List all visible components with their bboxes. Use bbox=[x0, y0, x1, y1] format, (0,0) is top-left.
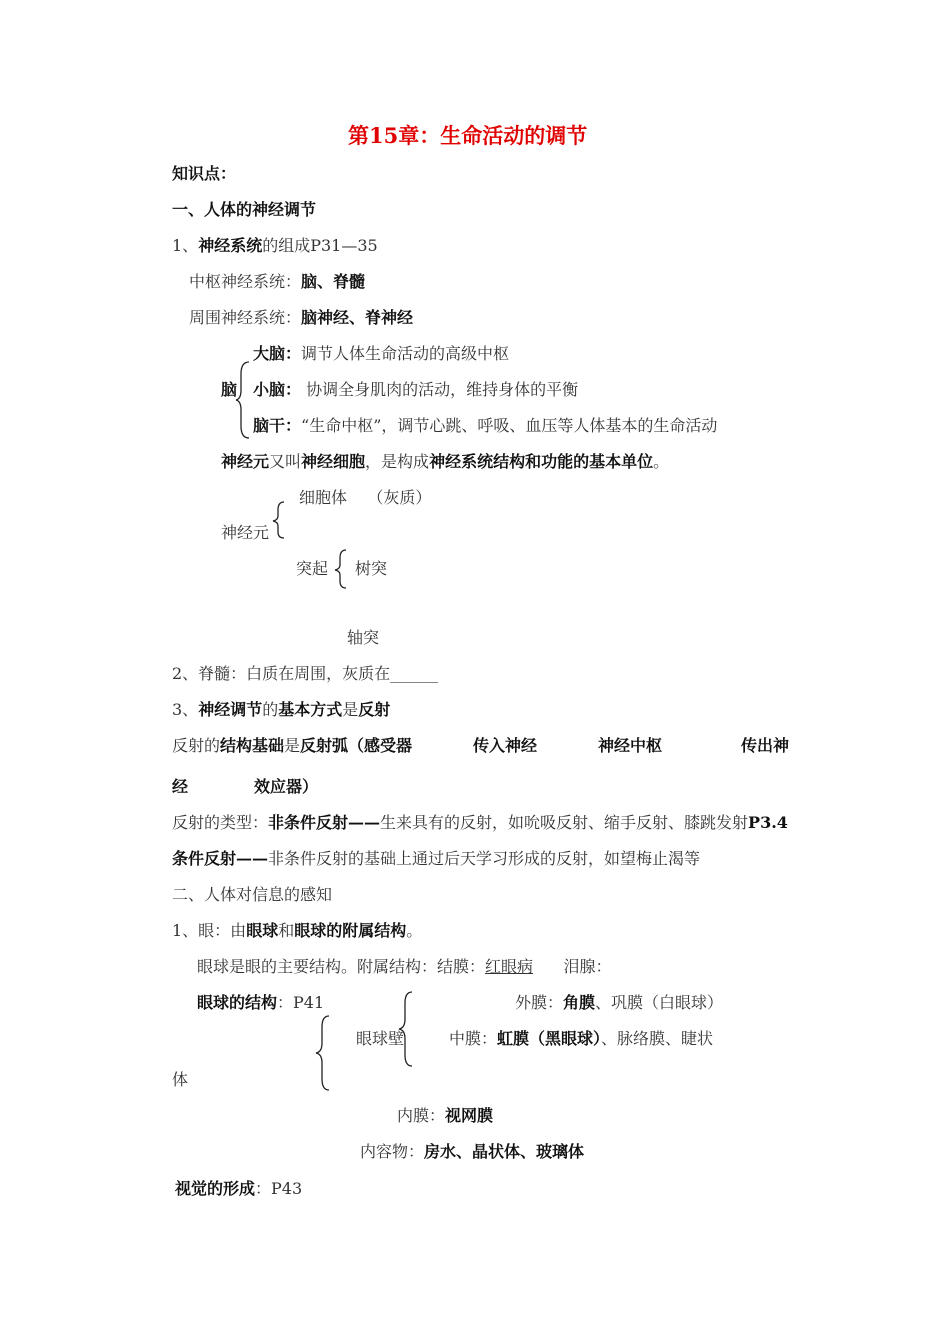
eye-line: 1、眼：由眼球和眼球的附属结构。 bbox=[172, 921, 423, 940]
inner-layer: 内膜：视网膜 bbox=[397, 1106, 494, 1125]
item2-spinal-cord: 2、脊髓：白质在周围，灰质在______ bbox=[172, 664, 439, 683]
middle-layer-cont: 体 bbox=[172, 1070, 189, 1089]
item3-reflex: 3、神经调节的基本方式是反射 bbox=[172, 700, 391, 719]
eyeball-wall-brace bbox=[398, 990, 414, 1068]
neuron-definition: 神经元又叫神经细胞，是构成神经系统结构和功能的基本单位。 bbox=[221, 452, 670, 471]
brain-brace bbox=[235, 360, 251, 440]
efferent-nerve-part1: 传出神 bbox=[741, 736, 790, 755]
nerve-center: 神经中枢 bbox=[598, 736, 663, 755]
pns-line: 周围神经系统：脑神经、脊神经 bbox=[189, 308, 414, 327]
outer-layer: 外膜：角膜、巩膜（白眼球） bbox=[515, 993, 724, 1012]
cell-body-text: 细胞体 （灰质） bbox=[299, 488, 432, 507]
cerebellum-line: 小脑： 协调全身肌肉的活动，维持身体的平衡 bbox=[253, 380, 579, 399]
neuron-brace bbox=[272, 500, 286, 540]
section1-heading: 一、人体的神经调节 bbox=[172, 200, 317, 219]
vision-formation: 视觉的形成：P43 bbox=[175, 1179, 303, 1198]
process-brace bbox=[334, 548, 348, 590]
brain-label: 脑 bbox=[221, 380, 238, 399]
efferent-nerve-part2: 经 bbox=[172, 777, 189, 796]
afferent-nerve: 传入神经 bbox=[473, 736, 538, 755]
eye-main-line: 眼球是眼的主要结构。附属结构：结膜：红眼病 泪腺： bbox=[197, 957, 612, 976]
middle-layer: 中膜：虹膜（黑眼球）、脉络膜、睫状 bbox=[449, 1029, 714, 1048]
axon-text: 轴突 bbox=[347, 628, 380, 647]
reflex-arc-start: 反射的结构基础是反射弧（感受器 bbox=[172, 736, 413, 755]
neuron-label: 神经元 bbox=[221, 523, 270, 542]
reflex-types: 反射的类型：非条件反射——生来具有的反射，如吮吸反射、缩手反射、膝跳发射P3.4 bbox=[172, 813, 788, 832]
cerebrum-line: 大脑：调节人体生命活动的高级中枢 bbox=[253, 344, 510, 363]
dendrite-text: 树突 bbox=[355, 559, 388, 578]
conditioned-reflex: 条件反射——非条件反射的基础上通过后天学习形成的反射，如望梅止渴等 bbox=[172, 849, 701, 868]
process-label: 突起 bbox=[296, 559, 329, 578]
eyeball-structure: 眼球的结构：P41 bbox=[197, 993, 325, 1012]
page-title: 第15章：生命活动的调节 bbox=[348, 123, 588, 148]
cns-line: 中枢神经系统：脑、脊髓 bbox=[189, 272, 366, 291]
eyeball-outer-brace bbox=[315, 1014, 331, 1092]
section2-heading: 二、人体对信息的感知 bbox=[172, 885, 333, 904]
brainstem-line: 脑干：“生命中枢”，调节心跳、呼吸、血压等人体基本的生命活动 bbox=[253, 416, 718, 435]
eyeball-contents: 内容物：房水、晶状体、玻璃体 bbox=[360, 1142, 585, 1161]
knowledge-label: 知识点： bbox=[172, 164, 237, 183]
eyeball-wall-label: 眼球壁 bbox=[356, 1029, 405, 1048]
item1-nervous-system: 1、神经系统的组成P31—35 bbox=[172, 236, 378, 255]
effector: 效应器） bbox=[254, 777, 319, 796]
